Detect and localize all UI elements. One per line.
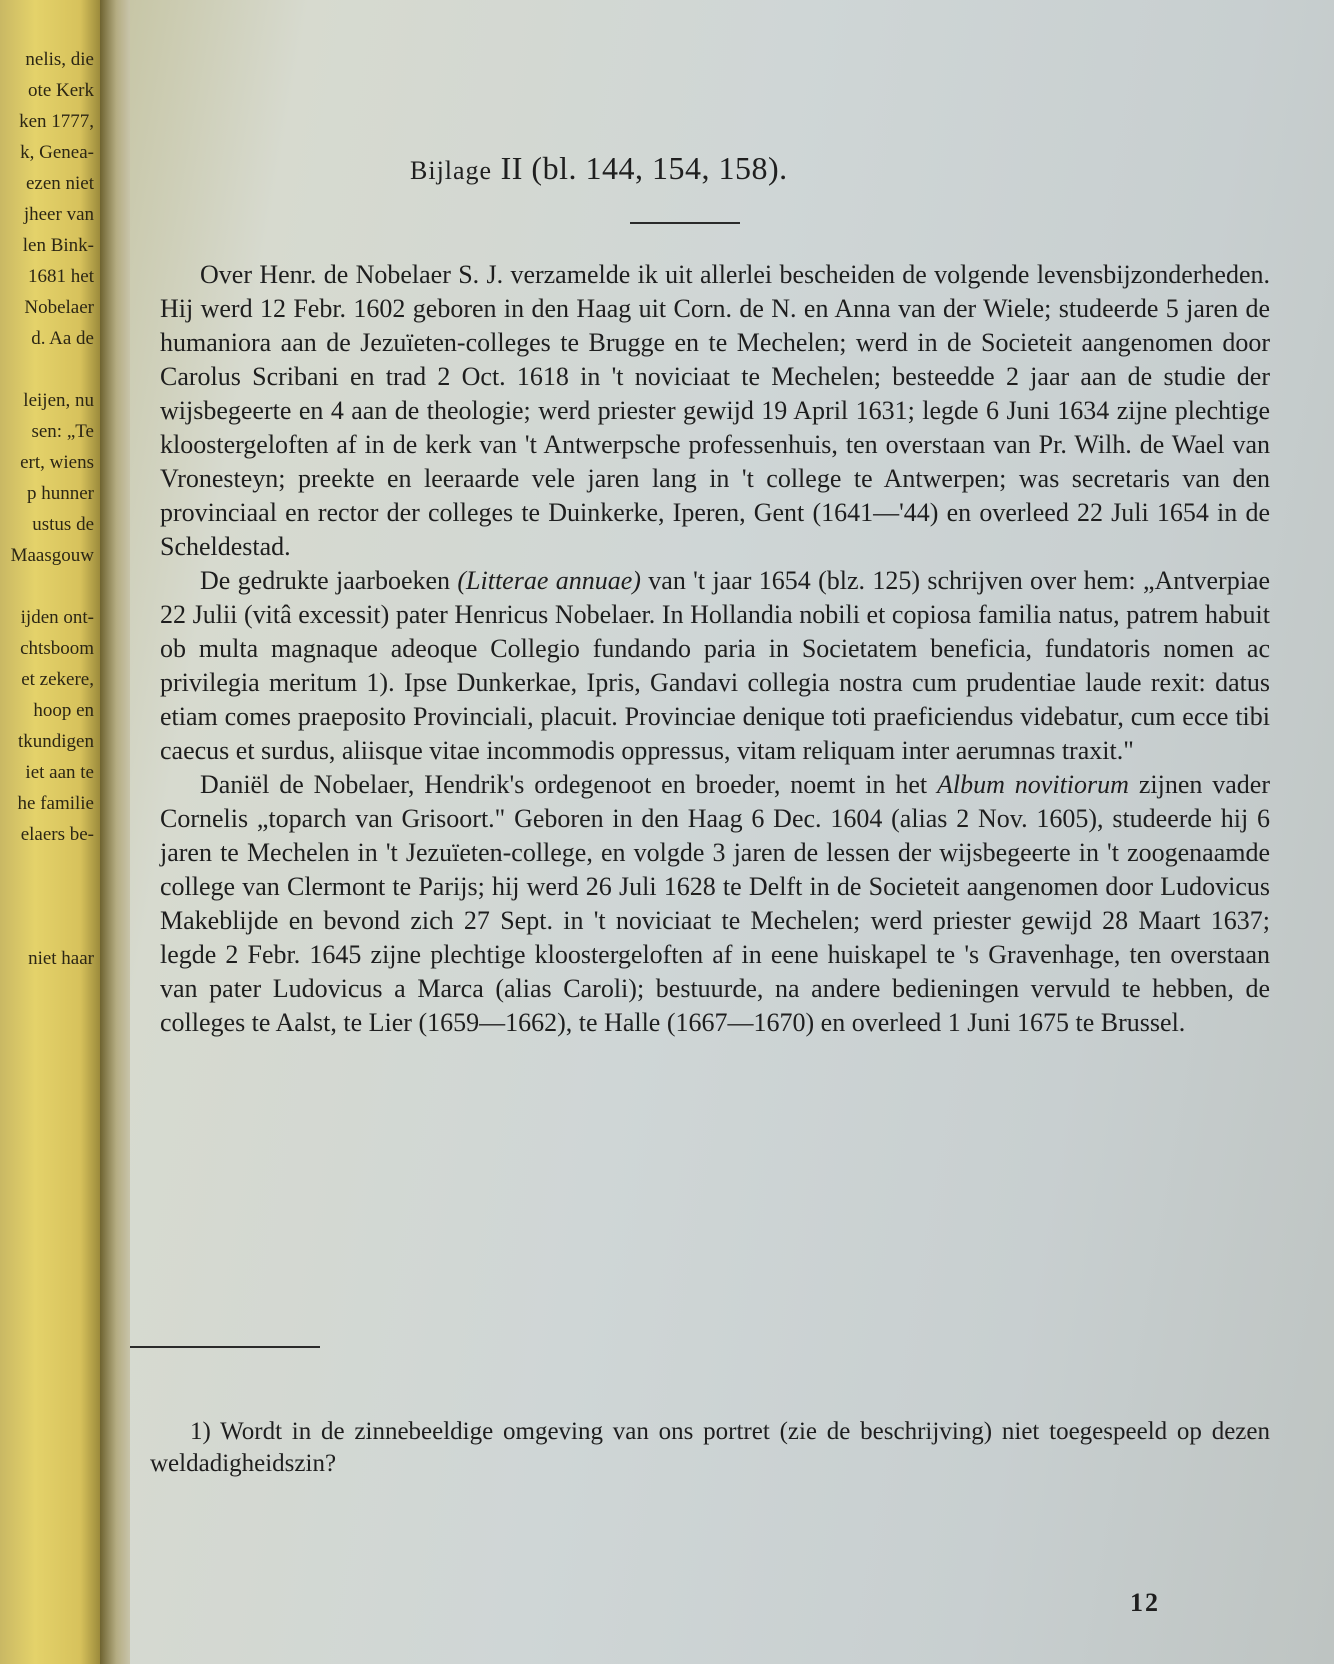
left-page-fragment: et zekere, [21,669,94,690]
left-page-fragment: chtsboom [20,638,94,659]
heading-small-caps: Bijlage [410,156,493,185]
heading-rest: II (bl. 144, 154, 158). [492,150,788,186]
left-page-fragment: nelis, die [25,49,94,70]
p2-italic: (Litterae annuae) [457,566,641,595]
left-page-fragment: ustus de [32,514,94,535]
left-page-fragment: tkundigen [18,731,94,752]
left-page-fragment: ijden ont- [20,607,94,628]
left-page-fragment: ert, wiens [20,452,94,473]
left-page-fragment: jheer van [23,204,94,225]
book-gutter [100,0,130,1664]
left-page-fragment: len Bink- [22,235,94,256]
left-page-fragment: ken 1777, [19,111,94,132]
heading-rule [630,222,740,224]
left-page-fragment: Maasgouw [10,545,94,566]
footnote: 1) Wordt in de zinnebeeldige omgeving van ons portret (zie de beschrijving) niet toegespeeld op dezen weldadigheidszin? [150,1418,1270,1477]
body-text [160,258,1270,1040]
p2-text-after: van 't jaar 1654 (blz. 125) schrijven over hem: „Antverpiae 22 Julii (vitâ excessit) pater Henricus Nobelaer. In Hollandia nobili et copiosa familia natus, patrem habuit ob multa magnaque adeoque Collegio fundando paria in Societatem beneficia, fundatoris nomen ac privilegia meritum 1). Ipse Dunkerkae, Ipris, Gandavi collegia nostra cum prudentiae laude rexit: datus etiam comes praeposito Provinciali, placuit. Provinciae denique toti praeficiendus videbatur, cum ecce tibi caecus et surdus, aliisque vitae incommodis oppressus, vitam reliquam inter aerumnas traxit." [160,566,1270,765]
left-page-fragment: ezen niet [25,173,94,194]
left-page-fragment: he familie [17,793,94,814]
left-page-fragment: iet aan te [25,762,94,783]
left-page-fragment: p hunner [26,483,94,504]
p3-text-after: zijnen vader Cornelis „toparch van Grisoort." Geboren in den Haag 6 Dec. 1604 (alias 2 Nov. 1605), studeerde hij 6 jaren te Mechelen in 't Jezuïeten-college, en volgde 3 jaren de lessen der wijsbegeerte in 't zoogenaamde college van Clermont te Parijs; hij werd 26 Juli 1628 te Delft in de Societeit aangenomen door Ludovicus Makeblijde en bevond zich 27 Sept. in 't noviciaat te Mechelen; werd priester gewijd 28 Maart 1637; legde 2 Febr. 1645 zijne plechtige kloostergeloften af in eene huiskapel te 's Gravenhage, ten overstaan van pater Ludovicus a Marca (alias Caroli); bestuurde, na andere bedieningen vervuld te hebben, de colleges te Aalst, te Lier (1659—1662), te Halle (1667—1670) en overleed 1 Juni 1675 te Brussel. [160,770,1271,1037]
left-page-fragment: elaers be- [20,824,94,845]
paragraph-henricus: Over Henr. de Nobelaer S. J. verzamelde ik uit allerlei bescheiden de volgende levensbijzonderheden. Hij werd 12 Febr. 1602 geboren in den Haag uit Corn. de N. en Anna van der Wiele; studeerde 5 jaren de humaniora aan de Jezuïeten-colleges te Brugge en te Mechelen; werd in de Societeit aangenomen door Carolus Scribani en trad 2 Oct. 1618 in 't noviciaat te Mechelen; besteedde 2 jaar aan de studie der wijsbegeerte en 4 aan de theologie; werd priester gewijd 19 April 1631; legde 6 Juni 1634 zijne plechtige kloostergeloften af in de kerk van 't Antwerpsche professenhuis, ten overstaan van Pr. Wilh. de Wael van Vronesteyn; preekte en leeraarde vele jaren lang in 't college te Antwerpen; was secretaris van den provinciaal en rector der colleges te Duinkerke, Iperen, Gent (1641—'44) en overleed 22 Juli 1654 in de Scheldestad. [160,260,1270,561]
p3-text-before: Daniël de Nobelaer, Hendrik's ordegenoot en broeder, noemt in het [200,770,938,799]
paragraph-litterae-annuae [160,564,1270,768]
left-page-fragment: 1681 het [28,266,94,287]
left-page-fragment: k, Genea- [20,142,94,163]
facing-page-left [0,0,100,1664]
paragraph-daniel [160,768,1270,1040]
p2-text-before: De gedrukte jaarboeken [200,566,458,595]
left-page-fragment: sen: „Te [31,421,94,442]
p3-italic: Album novitiorum [937,770,1129,799]
left-page-fragment: d. Aa de [31,328,94,349]
book-page [130,0,1334,1664]
page-number: 12 [1130,1588,1160,1617]
left-page-fragment: hoop en [33,700,94,721]
left-page-fragment: leijen, nu [23,390,94,411]
left-page-fragment: Nobelaer [24,297,94,318]
left-page-fragment: niet haar [28,948,94,969]
left-page-fragment: ote Kerk [28,80,94,101]
footnote-rule [130,1346,320,1348]
appendix-heading [410,150,1130,187]
